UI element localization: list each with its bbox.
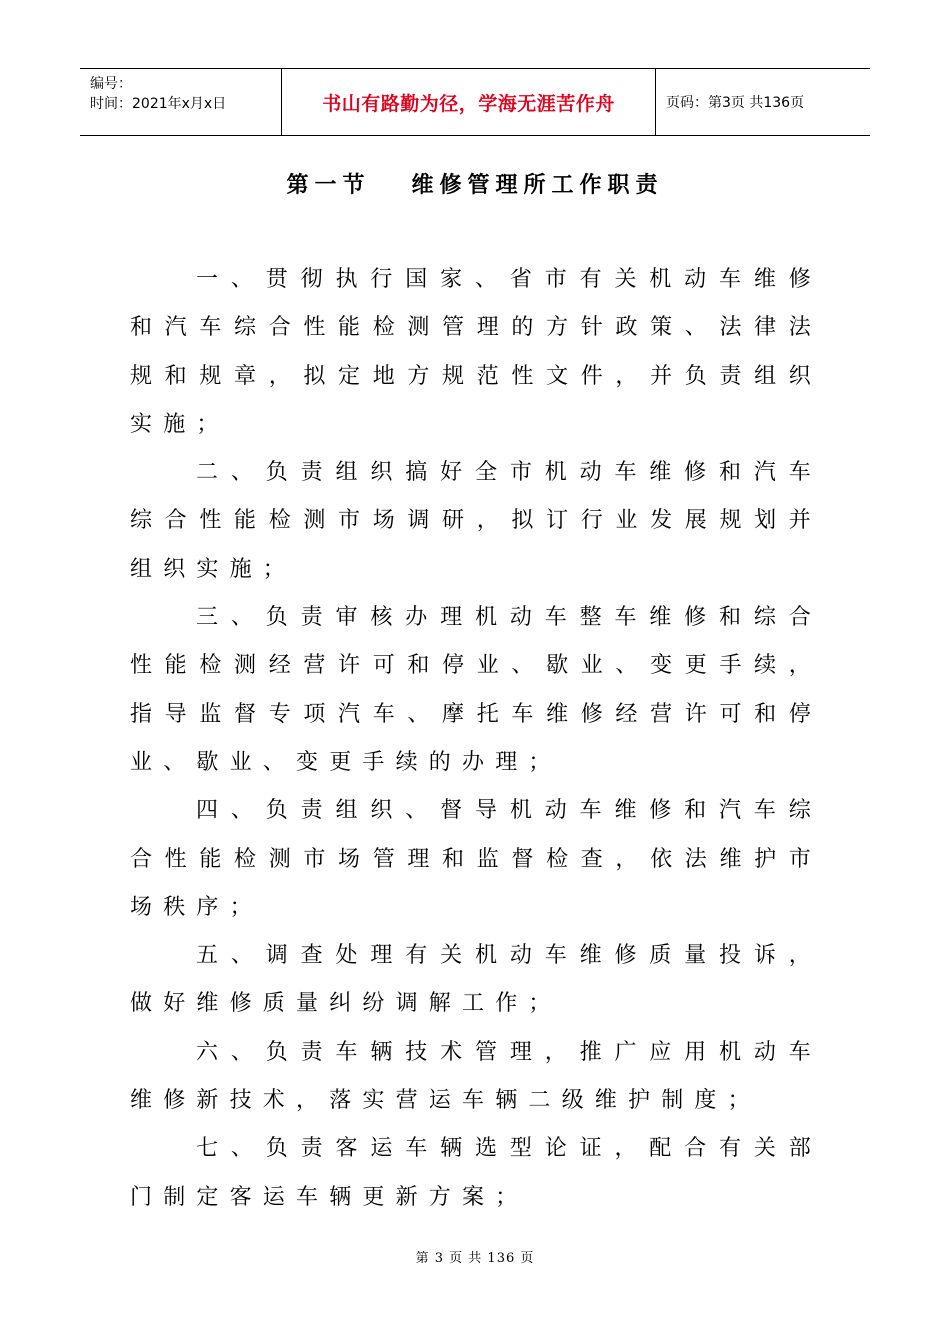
paragraph-4: 四、负责组织、督导机动车维修和汽车综合性能检测市场管理和监督检查，依法维护市场秩序；	[130, 798, 822, 920]
paragraph-5: 五、调查处理有关机动车维修质量投诉，做好维修质量纠纷调解工作；	[130, 943, 822, 1017]
header-page-cell	[656, 69, 870, 135]
page-info: 页码：第3页 共136页	[666, 95, 805, 111]
paragraph-6: 六、负责车辆技术管理，推广应用机动车维修新技术，落实营运车辆二级维护制度；	[130, 1039, 822, 1114]
paragraph-7: 七、负责客运车辆选型论证，配合有关部门制定客运车辆更新方案；	[130, 1136, 822, 1210]
slogan-text: 书山有路勤为径，学海无涯苦作舟	[322, 92, 615, 115]
document-header	[80, 68, 870, 136]
paragraph-3: 三、负责审核办理机动车整车维修和综合性能检测经营许可和停业、歇业、变更手续，指导监督专项汽车、摩托车维修经营许可和停业、歇业、变更手续的办理；	[130, 605, 822, 775]
number-label: 编号：	[90, 76, 132, 92]
section-title: 第一节 维修管理所工作职责	[286, 173, 664, 198]
header-slogan-cell	[282, 69, 656, 135]
paragraph-1: 一、贯彻执行国家、省市有关机动车维修和汽车综合性能检测管理的方针政策、法律法规和规章，拟定地方规范性文件，并负责组织实施；	[130, 267, 822, 437]
document-body	[130, 256, 822, 1222]
paragraph-2: 二、负责组织搞好全市机动车维修和汽车综合性能检测市场调研，拟订行业发展规划并组织实施；	[130, 460, 822, 582]
header-meta-cell	[80, 69, 282, 135]
page-footer: 第 3 页 共 136 页	[415, 1251, 535, 1266]
time-label: 时间：2021年x月x日	[90, 96, 227, 112]
